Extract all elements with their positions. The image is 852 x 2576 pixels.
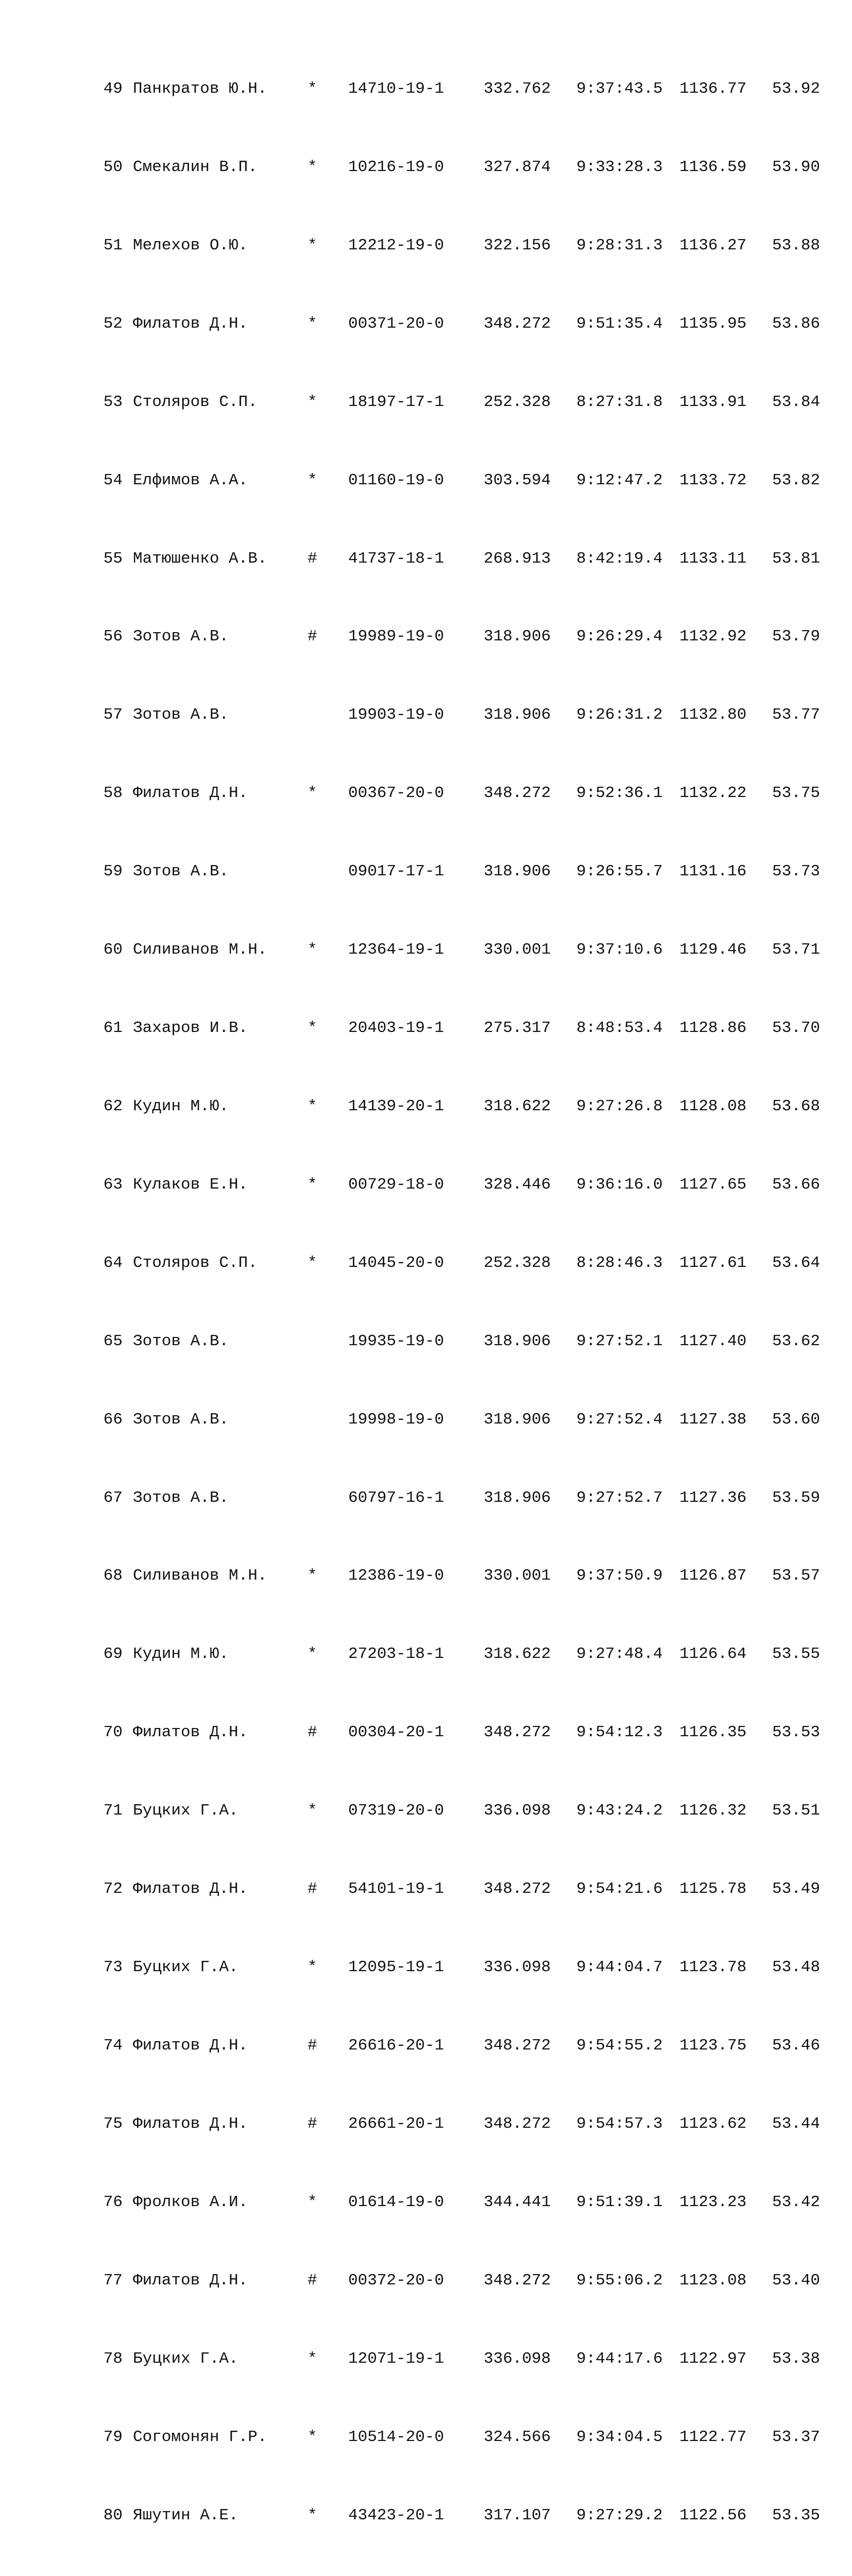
result-row <box>0 158 821 177</box>
distance-value: 348.272 <box>484 1723 551 1742</box>
place-number: 64 <box>103 1253 123 1272</box>
distance-value: 327.874 <box>484 158 551 176</box>
arrival-time: 9:51:35.4 <box>576 314 663 333</box>
owner-name: Столяров С.П. <box>133 1253 258 1272</box>
speed-value: 1135.95 <box>679 314 747 333</box>
arrival-time: 9:54:21.6 <box>576 1880 663 1899</box>
owner-name: Захаров И.В. <box>133 1019 248 1038</box>
speed-value: 1127.38 <box>679 1410 747 1429</box>
place-number: 67 <box>103 1488 123 1507</box>
mark-symbol: * <box>308 1567 317 1585</box>
mark-symbol: * <box>308 1802 317 1820</box>
arrival-time: 9:36:16.0 <box>576 1175 663 1194</box>
arrival-time: 9:27:52.7 <box>576 1488 663 1507</box>
ring-number: 43423-20-1 <box>348 2506 445 2524</box>
arrival-time: 8:48:53.4 <box>576 1019 663 1038</box>
distance-value: 348.272 <box>484 314 551 333</box>
distance-value: 324.566 <box>484 2428 551 2446</box>
arrival-time: 9:27:29.2 <box>576 2506 663 2524</box>
ring-number: 10216-19-0 <box>348 158 445 176</box>
coefficient-value: 53.48 <box>772 1958 821 1977</box>
distance-value: 318.906 <box>484 862 551 881</box>
owner-name: Яшутин А.Е. <box>133 2506 238 2524</box>
speed-value: 1136.59 <box>679 158 747 176</box>
place-number: 56 <box>103 628 123 646</box>
arrival-time: 9:55:06.2 <box>576 2271 663 2290</box>
owner-name: Филатов Д.Н. <box>133 1880 248 1899</box>
arrival-time: 9:54:12.3 <box>576 1723 663 1742</box>
result-row <box>0 2036 821 2056</box>
speed-value: 1136.27 <box>679 236 747 255</box>
place-number: 54 <box>103 471 123 489</box>
result-row <box>0 1175 821 1195</box>
owner-name: Зотов А.В. <box>133 1332 229 1350</box>
speed-value: 1133.72 <box>679 471 747 489</box>
arrival-time: 9:37:10.6 <box>576 941 663 959</box>
place-number: 69 <box>103 1645 123 1664</box>
distance-value: 318.906 <box>484 1332 551 1350</box>
result-row <box>0 1332 821 1351</box>
speed-value: 1127.61 <box>679 1253 747 1272</box>
arrival-time: 9:12:47.2 <box>576 471 663 489</box>
arrival-time: 9:27:52.4 <box>576 1410 663 1429</box>
arrival-time: 8:27:31.8 <box>576 393 663 411</box>
distance-value: 275.317 <box>484 1019 551 1038</box>
mark-symbol: * <box>308 2506 317 2524</box>
result-row <box>0 1253 821 1273</box>
distance-value: 317.107 <box>484 2506 551 2524</box>
ring-number: 00304-20-1 <box>348 1723 445 1742</box>
place-number: 58 <box>103 784 123 803</box>
distance-value: 336.098 <box>484 2349 551 2368</box>
speed-value: 1122.56 <box>679 2506 747 2524</box>
owner-name: Смекалин В.П. <box>133 158 258 176</box>
place-number: 72 <box>103 1880 123 1899</box>
ring-number: 12364-19-1 <box>348 941 445 959</box>
arrival-time: 9:27:52.1 <box>576 1332 663 1350</box>
result-row <box>0 2193 821 2212</box>
speed-value: 1126.64 <box>679 1645 747 1664</box>
arrival-time: 9:54:55.2 <box>576 2037 663 2055</box>
distance-value: 318.906 <box>484 1410 551 1429</box>
ring-number: 14045-20-0 <box>348 1253 445 1272</box>
distance-value: 318.622 <box>484 1645 551 1664</box>
speed-value: 1131.16 <box>679 862 747 881</box>
arrival-time: 9:26:31.2 <box>576 706 663 724</box>
arrival-time: 9:44:04.7 <box>576 1958 663 1977</box>
ring-number: 14710-19-1 <box>348 79 445 98</box>
arrival-time: 9:27:48.4 <box>576 1645 663 1664</box>
coefficient-value: 53.57 <box>772 1567 821 1585</box>
ring-number: 07319-20-0 <box>348 1802 445 1820</box>
distance-value: 303.594 <box>484 471 551 489</box>
place-number: 74 <box>103 2037 123 2055</box>
owner-name: Зотов А.В. <box>133 628 229 646</box>
coefficient-value: 53.84 <box>772 393 821 411</box>
arrival-time: 9:54:57.3 <box>576 2114 663 2133</box>
speed-value: 1126.35 <box>679 1723 747 1742</box>
ring-number: 09017-17-1 <box>348 862 445 881</box>
place-number: 49 <box>103 79 123 98</box>
ring-number: 26616-20-1 <box>348 2037 445 2055</box>
ring-number: 12212-19-0 <box>348 236 445 255</box>
mark-symbol: * <box>308 393 317 411</box>
distance-value: 348.272 <box>484 2114 551 2133</box>
coefficient-value: 53.60 <box>772 1410 821 1429</box>
coefficient-value: 53.55 <box>772 1645 821 1664</box>
arrival-time: 9:28:31.3 <box>576 236 663 255</box>
coefficient-value: 53.86 <box>772 314 821 333</box>
owner-name: Буцких Г.А. <box>133 1958 238 1977</box>
speed-value: 1132.22 <box>679 784 747 803</box>
speed-value: 1125.78 <box>679 1880 747 1899</box>
distance-value: 322.156 <box>484 236 551 255</box>
coefficient-value: 53.77 <box>772 706 821 724</box>
speed-value: 1127.40 <box>679 1332 747 1350</box>
speed-value: 1128.86 <box>679 1019 747 1038</box>
distance-value: 336.098 <box>484 1802 551 1820</box>
arrival-time: 9:26:29.4 <box>576 628 663 646</box>
coefficient-value: 53.68 <box>772 1097 821 1115</box>
mark-symbol: * <box>308 1097 317 1115</box>
ring-number: 12095-19-1 <box>348 1958 445 1977</box>
ring-number: 00367-20-0 <box>348 784 445 803</box>
coefficient-value: 53.73 <box>772 862 821 881</box>
arrival-time: 9:26:55.7 <box>576 862 663 881</box>
distance-value: 252.328 <box>484 393 551 411</box>
arrival-time: 9:34:04.5 <box>576 2428 663 2446</box>
result-row <box>0 2349 821 2369</box>
place-number: 65 <box>103 1332 123 1350</box>
mark-symbol: # <box>308 628 317 646</box>
place-number: 77 <box>103 2271 123 2290</box>
coefficient-value: 53.40 <box>772 2271 821 2290</box>
owner-name: Силиванов М.Н. <box>133 941 267 959</box>
place-number: 78 <box>103 2349 123 2368</box>
distance-value: 252.328 <box>484 1253 551 1272</box>
owner-name: Столяров С.П. <box>133 393 258 411</box>
speed-value: 1123.23 <box>679 2193 747 2211</box>
coefficient-value: 53.66 <box>772 1175 821 1194</box>
coefficient-value: 53.88 <box>772 236 821 255</box>
ring-number: 20403-19-1 <box>348 1019 445 1038</box>
place-number: 68 <box>103 1567 123 1585</box>
place-number: 57 <box>103 706 123 724</box>
coefficient-value: 53.42 <box>772 2193 821 2211</box>
ring-number: 00729-18-0 <box>348 1175 445 1194</box>
owner-name: Зотов А.В. <box>133 1488 229 1507</box>
place-number: 51 <box>103 236 123 255</box>
coefficient-value: 53.79 <box>772 628 821 646</box>
distance-value: 318.906 <box>484 1488 551 1507</box>
speed-value: 1127.36 <box>679 1488 747 1507</box>
mark-symbol: * <box>308 941 317 959</box>
owner-name: Панкратов Ю.Н. <box>133 79 267 98</box>
result-row <box>0 1410 821 1430</box>
distance-value: 318.906 <box>484 628 551 646</box>
mark-symbol: * <box>308 1019 317 1038</box>
result-row <box>0 1958 821 1977</box>
owner-name: Филатов Д.Н. <box>133 784 248 803</box>
mark-symbol: * <box>308 2193 317 2211</box>
ring-number: 12386-19-0 <box>348 1567 445 1585</box>
ring-number: 10514-20-0 <box>348 2428 445 2446</box>
owner-name: Кудин М.Ю. <box>133 1645 229 1664</box>
result-row <box>0 2271 821 2291</box>
result-row <box>0 784 821 803</box>
speed-value: 1126.32 <box>679 1802 747 1820</box>
arrival-time: 9:51:39.1 <box>576 2193 663 2211</box>
ring-number: 01614-19-0 <box>348 2193 445 2211</box>
result-row <box>0 2428 821 2447</box>
owner-name: Фролков А.И. <box>133 2193 248 2211</box>
ring-number: 14139-20-1 <box>348 1097 445 1115</box>
result-row <box>0 1488 821 1508</box>
mark-symbol: * <box>308 471 317 489</box>
owner-name: Филатов Д.Н. <box>133 2114 248 2133</box>
ring-number: 54101-19-1 <box>348 1880 445 1899</box>
coefficient-value: 53.81 <box>772 549 821 568</box>
owner-name: Филатов Д.Н. <box>133 2271 248 2290</box>
result-row <box>0 393 821 412</box>
coefficient-value: 53.70 <box>772 1019 821 1038</box>
result-row <box>0 862 821 882</box>
place-number: 71 <box>103 1802 123 1820</box>
coefficient-value: 53.90 <box>772 158 821 176</box>
speed-value: 1123.75 <box>679 2037 747 2055</box>
coefficient-value: 53.64 <box>772 1253 821 1272</box>
result-row <box>0 1723 821 1742</box>
place-number: 75 <box>103 2114 123 2133</box>
speed-value: 1122.97 <box>679 2349 747 2368</box>
distance-value: 348.272 <box>484 2037 551 2055</box>
mark-symbol: * <box>308 314 317 333</box>
mark-symbol: # <box>308 2271 317 2290</box>
owner-name: Зотов А.В. <box>133 1410 229 1429</box>
mark-symbol: * <box>308 1645 317 1664</box>
mark-symbol: # <box>308 1880 317 1899</box>
coefficient-value: 53.37 <box>772 2428 821 2446</box>
arrival-time: 9:37:43.5 <box>576 79 663 98</box>
coefficient-value: 53.49 <box>772 1880 821 1899</box>
result-row <box>0 549 821 569</box>
owner-name: Кулаков Е.Н. <box>133 1175 248 1194</box>
ring-number: 18197-17-1 <box>348 393 445 411</box>
distance-value: 348.272 <box>484 2271 551 2290</box>
owner-name: Филатов Д.Н. <box>133 2037 248 2055</box>
distance-value: 336.098 <box>484 1958 551 1977</box>
ring-number: 01160-19-0 <box>348 471 445 489</box>
mark-symbol: * <box>308 236 317 255</box>
coefficient-value: 53.44 <box>772 2114 821 2133</box>
place-number: 79 <box>103 2428 123 2446</box>
mark-symbol: * <box>308 1253 317 1272</box>
mark-symbol: * <box>308 158 317 176</box>
place-number: 60 <box>103 941 123 959</box>
speed-value: 1123.62 <box>679 2114 747 2133</box>
speed-value: 1123.08 <box>679 2271 747 2290</box>
speed-value: 1126.87 <box>679 1567 747 1585</box>
result-row <box>0 2114 821 2134</box>
ring-number: 60797-16-1 <box>348 1488 445 1507</box>
coefficient-value: 53.51 <box>772 1802 821 1820</box>
owner-name: Мелехов О.Ю. <box>133 236 248 255</box>
distance-value: 268.913 <box>484 549 551 568</box>
place-number: 50 <box>103 158 123 176</box>
mark-symbol: # <box>308 1723 317 1742</box>
result-row <box>0 2506 821 2526</box>
result-row <box>0 1097 821 1116</box>
place-number: 76 <box>103 2193 123 2211</box>
result-row <box>0 940 821 960</box>
ring-number: 26661-20-1 <box>348 2114 445 2133</box>
owner-name: Силиванов М.Н. <box>133 1567 267 1585</box>
mark-symbol: # <box>308 2114 317 2133</box>
owner-name: Согомонян Г.Р. <box>133 2428 267 2446</box>
speed-value: 1129.46 <box>679 941 747 959</box>
place-number: 70 <box>103 1723 123 1742</box>
result-row <box>0 1879 821 1899</box>
owner-name: Кудин М.Ю. <box>133 1097 229 1115</box>
coefficient-value: 53.59 <box>772 1488 821 1507</box>
speed-value: 1132.80 <box>679 706 747 724</box>
result-row <box>0 1566 821 1586</box>
arrival-time: 8:42:19.4 <box>576 549 663 568</box>
speed-value: 1127.65 <box>679 1175 747 1194</box>
result-row <box>0 79 821 99</box>
arrival-time: 9:27:26.8 <box>576 1097 663 1115</box>
ring-number: 19935-19-0 <box>348 1332 445 1350</box>
coefficient-value: 53.75 <box>772 784 821 803</box>
mark-symbol: * <box>308 2349 317 2368</box>
coefficient-value: 53.38 <box>772 2349 821 2368</box>
distance-value: 318.622 <box>484 1097 551 1115</box>
owner-name: Елфимов А.А. <box>133 471 248 489</box>
coefficient-value: 53.71 <box>772 941 821 959</box>
mark-symbol: # <box>308 549 317 568</box>
ring-number: 19998-19-0 <box>348 1410 445 1429</box>
arrival-time: 9:52:36.1 <box>576 784 663 803</box>
result-row <box>0 1801 821 1821</box>
place-number: 52 <box>103 314 123 333</box>
coefficient-value: 53.46 <box>772 2037 821 2055</box>
owner-name: Зотов А.В. <box>133 706 229 724</box>
owner-name: Зотов А.В. <box>133 862 229 881</box>
result-row <box>0 627 821 647</box>
mark-symbol: * <box>308 79 317 98</box>
distance-value: 330.001 <box>484 941 551 959</box>
owner-name: Филатов Д.Н. <box>133 1723 248 1742</box>
result-row <box>0 1645 821 1664</box>
place-number: 61 <box>103 1019 123 1038</box>
arrival-time: 9:33:28.3 <box>576 158 663 176</box>
coefficient-value: 53.53 <box>772 1723 821 1742</box>
owner-name: Матюшенко А.В. <box>133 549 267 568</box>
coefficient-value: 53.62 <box>772 1332 821 1350</box>
coefficient-value: 53.35 <box>772 2506 821 2524</box>
result-row <box>0 471 821 490</box>
owner-name: Буцких Г.А. <box>133 1802 238 1820</box>
place-number: 55 <box>103 549 123 568</box>
distance-value: 330.001 <box>484 1567 551 1585</box>
arrival-time: 8:28:46.3 <box>576 1253 663 1272</box>
ring-number: 41737-18-1 <box>348 549 445 568</box>
place-number: 80 <box>103 2506 123 2524</box>
result-row <box>0 705 821 725</box>
owner-name: Филатов Д.Н. <box>133 314 248 333</box>
speed-value: 1132.92 <box>679 628 747 646</box>
place-number: 62 <box>103 1097 123 1115</box>
ring-number: 19989-19-0 <box>348 628 445 646</box>
place-number: 59 <box>103 862 123 881</box>
result-row <box>0 236 821 256</box>
ring-number: 27203-18-1 <box>348 1645 445 1664</box>
coefficient-value: 53.82 <box>772 471 821 489</box>
arrival-time: 9:44:17.6 <box>576 2349 663 2368</box>
speed-value: 1133.11 <box>679 549 747 568</box>
distance-value: 348.272 <box>484 1880 551 1899</box>
speed-value: 1136.77 <box>679 79 747 98</box>
arrival-time: 9:43:24.2 <box>576 1802 663 1820</box>
place-number: 63 <box>103 1175 123 1194</box>
distance-value: 328.446 <box>484 1175 551 1194</box>
mark-symbol: * <box>308 1958 317 1977</box>
result-row <box>0 314 821 334</box>
mark-symbol: * <box>308 2428 317 2446</box>
results-table <box>0 40 821 2576</box>
place-number: 53 <box>103 393 123 411</box>
speed-value: 1128.08 <box>679 1097 747 1115</box>
ring-number: 00371-20-0 <box>348 314 445 333</box>
ring-number: 00372-20-0 <box>348 2271 445 2290</box>
result-row <box>0 1019 821 1038</box>
arrival-time: 9:37:50.9 <box>576 1567 663 1585</box>
mark-symbol: * <box>308 1175 317 1194</box>
place-number: 73 <box>103 1958 123 1977</box>
distance-value: 344.441 <box>484 2193 551 2211</box>
place-number: 66 <box>103 1410 123 1429</box>
speed-value: 1122.77 <box>679 2428 747 2446</box>
distance-value: 348.272 <box>484 784 551 803</box>
coefficient-value: 53.92 <box>772 79 821 98</box>
owner-name: Буцких Г.А. <box>133 2349 238 2368</box>
ring-number: 19903-19-0 <box>348 706 445 724</box>
speed-value: 1133.91 <box>679 393 747 411</box>
speed-value: 1123.78 <box>679 1958 747 1977</box>
mark-symbol: # <box>308 2037 317 2055</box>
distance-value: 332.762 <box>484 79 551 98</box>
mark-symbol: * <box>308 784 317 803</box>
distance-value: 318.906 <box>484 706 551 724</box>
ring-number: 12071-19-1 <box>348 2349 445 2368</box>
